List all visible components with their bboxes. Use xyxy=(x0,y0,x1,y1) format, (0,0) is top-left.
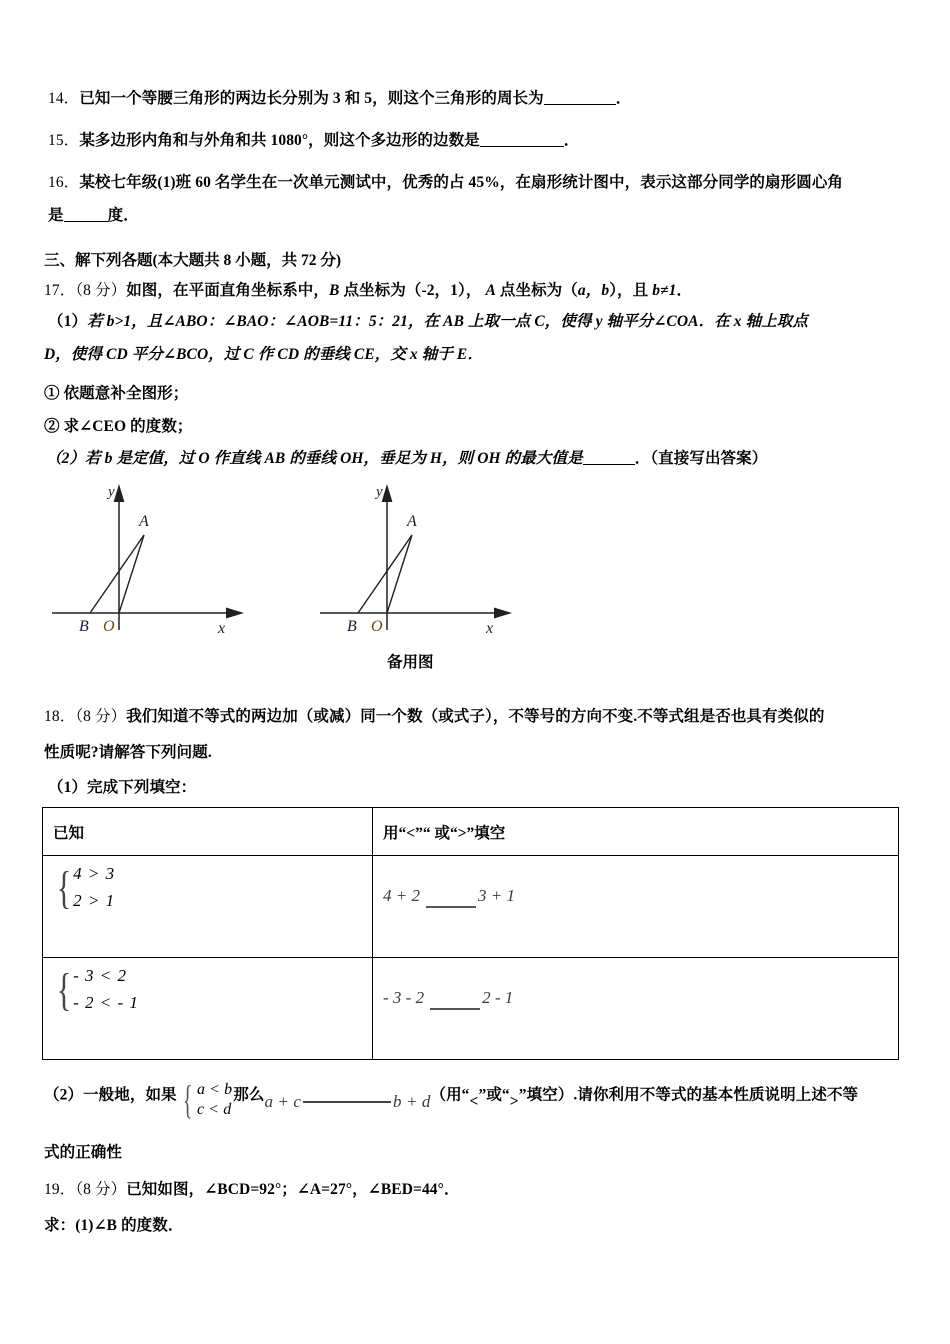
question-17-part-1-text: 若 b>1，且∠ABO：∠BAO：∠AOB=11：5：21，在 AB 上取一点 C，使得 y 轴平分∠COA．在 x 轴上取点 xyxy=(87,313,808,330)
question-15-number: 15． xyxy=(48,132,80,149)
question-19-line-1 xyxy=(44,1180,460,1201)
section-3-heading: 三、解下列各题(本大题共 8 小题，共 72 分) xyxy=(44,252,342,269)
question-18-line-2: 性质呢?请解答下列问题. xyxy=(44,744,212,761)
question-16-blank[interactable] xyxy=(64,221,108,222)
question-17-text-i: ． xyxy=(676,282,693,299)
question-16-line-2 xyxy=(48,206,139,227)
question-18-line-1 xyxy=(44,707,824,728)
question-17-line-1 xyxy=(44,281,692,302)
figure-2-point-a-label: A xyxy=(407,513,417,530)
expression-1 xyxy=(383,886,515,905)
question-17-text-c: 点坐标为（-2，1）， xyxy=(339,282,486,299)
figure-1-point-b-label: B xyxy=(79,618,89,635)
figure-2-y-axis-label: y xyxy=(376,484,383,500)
question-17-part-1 xyxy=(48,312,808,333)
figure-1-origin-label: O xyxy=(103,618,115,635)
question-17-part-2 xyxy=(46,449,767,470)
question-17-marks: （8 分） xyxy=(75,282,127,299)
figure-1-point-a-label: A xyxy=(139,513,149,530)
part-2-expr-right: b + d xyxy=(393,1091,431,1111)
table-row xyxy=(43,856,899,958)
part-2-expr-left: a + c xyxy=(264,1091,301,1111)
part-2-expression xyxy=(264,1093,430,1112)
coordinate-figure-1 xyxy=(40,478,270,643)
expression-1-right: 3 + 1 xyxy=(477,886,515,905)
expression-2-left: - 3 - 2 xyxy=(383,988,425,1007)
question-19-text-1: 已知如图，∠BCD=92°；∠A=27°，∠BED=44°． xyxy=(126,1181,460,1198)
system-2-line-2: - 2 < - 1 xyxy=(73,993,139,1012)
question-17-item-1: ① 依题意补全图形； xyxy=(44,385,189,402)
question-17-text-g: ），且 xyxy=(609,282,653,299)
part-2-hint-close: ”填空）.请你利用不等式的基本性质说明上述不等 xyxy=(518,1086,859,1104)
inequality-fill-table xyxy=(42,807,899,1060)
question-19-line-2: 求：(1)∠B 的度数． xyxy=(44,1217,184,1234)
left-brace-icon: { xyxy=(56,963,72,1015)
table-cell-given-1 xyxy=(43,856,373,958)
part-2-hint-lt: < xyxy=(469,1092,479,1110)
part-2-hint-open: （用“ xyxy=(430,1086,470,1104)
question-17-part-1-label: （1） xyxy=(48,313,88,330)
condition-b-ne-1: b≠1 xyxy=(652,282,677,299)
expression-1-left: 4 + 2 xyxy=(383,886,420,905)
left-brace-icon: { xyxy=(56,861,72,913)
part-2-hint-mid: ”或“ xyxy=(478,1086,510,1104)
figure-2-caption: 备用图 xyxy=(387,654,434,671)
table-header-fill: 用“<”“ 或“>”填空 xyxy=(373,808,899,856)
inline-system-line-2: c < d xyxy=(196,1100,232,1118)
question-14-text: 已知一个等腰三角形的两边长分别为 3 和 5，则这个三角形的周长为 xyxy=(79,90,544,107)
table-header-given: 已知 xyxy=(43,808,373,856)
question-16-prefix: 是 xyxy=(48,207,64,224)
question-17-part-2-text: （2）若 b 是定值，过 O 作直线 AB 的垂线 OH，垂足为 H，则 OH 的最大值是 xyxy=(46,450,583,467)
system-1-line-1: 4 > 3 xyxy=(73,864,116,883)
question-17-text-a: 如图，在平面直角坐标系中， xyxy=(126,282,330,299)
question-17-part-1-cont: D，使得 CD 平分∠BCO，过 C 作 CD 的垂线 CE，交 x 轴于 E． xyxy=(44,346,483,363)
question-18-part-2-tail: 式的正确性 xyxy=(44,1144,123,1161)
question-17-part-2-suffix: ．（直接写出答案） xyxy=(634,450,768,467)
question-16-suffix: 度． xyxy=(107,207,139,224)
figure-2-origin-label: O xyxy=(371,618,383,635)
question-17-text-e: 点坐标为（ xyxy=(495,282,578,299)
table-cell-given-2 xyxy=(43,958,373,1060)
figure-1-y-axis-label: y xyxy=(108,484,115,500)
question-18-part-2 xyxy=(44,1076,924,1122)
question-15-period: ． xyxy=(563,132,580,149)
question-17-item-2: ② 求∠CEO 的度数； xyxy=(44,418,193,435)
expression-2-right: 2 - 1 xyxy=(482,988,514,1007)
coords-ab: a，b xyxy=(577,282,610,299)
question-15 xyxy=(48,131,579,152)
question-18-part-1-label: （1）完成下列填空： xyxy=(48,779,197,796)
question-19-marks: （8 分） xyxy=(75,1181,127,1198)
system-1 xyxy=(53,861,116,913)
table-cell-expression-1 xyxy=(373,856,899,958)
question-18-text-1: 我们知道不等式的两边加（或减）同一个数（或式子），不等号的方向不变.不等式组是否也具有类似的 xyxy=(126,708,825,725)
system-2 xyxy=(53,963,139,1015)
table-header-row xyxy=(43,808,899,856)
inline-system-abcd xyxy=(178,1076,233,1122)
coordinate-figure-2 xyxy=(308,478,538,643)
expression-2 xyxy=(383,988,513,1007)
question-18-part-2-label: （2）一般地，如果 xyxy=(44,1086,177,1104)
system-1-line-2: 2 > 1 xyxy=(73,891,116,910)
point-b-label-inline: B xyxy=(329,282,340,299)
table-row xyxy=(43,958,899,1060)
question-18-marks: （8 分） xyxy=(75,708,127,725)
table-cell-expression-2 xyxy=(373,958,899,1060)
question-17-number: 17． xyxy=(44,282,76,299)
inline-system-line-1: a < b xyxy=(196,1081,233,1098)
question-14-number: 14． xyxy=(48,90,80,107)
left-brace-icon: { xyxy=(182,1076,193,1122)
part-2-expr-blank[interactable] xyxy=(303,1101,391,1103)
point-a-label-inline: A xyxy=(485,282,496,299)
question-16-text: 某校七年级(1)班 60 名学生在一次单元测试中，优秀的占 45%，在扇形统计图中，表示这部分同学的扇形圆心角 xyxy=(79,174,844,191)
system-2-line-1: - 3 < 2 xyxy=(73,966,127,985)
question-15-text: 某多边形内角和与外角和共 1080°，则这个多边形的边数是 xyxy=(79,132,480,149)
question-18-part-2-then: 那么 xyxy=(233,1086,265,1104)
question-19-number: 19． xyxy=(44,1181,76,1198)
question-16-number: 16． xyxy=(48,174,80,191)
question-18-number: 18． xyxy=(44,708,76,725)
question-17-part-2-blank[interactable] xyxy=(583,464,635,465)
figure-1-x-axis-label: x xyxy=(218,620,226,637)
figure-2-x-axis-label: x xyxy=(486,620,494,637)
question-16-line-1 xyxy=(48,173,843,194)
part-2-hint-gt: > xyxy=(509,1092,519,1110)
question-14-period: ． xyxy=(615,90,632,107)
question-14 xyxy=(48,89,631,110)
figure-2-point-b-label: B xyxy=(347,618,357,635)
question-14-blank[interactable] xyxy=(544,104,616,105)
question-15-blank[interactable] xyxy=(480,146,564,147)
